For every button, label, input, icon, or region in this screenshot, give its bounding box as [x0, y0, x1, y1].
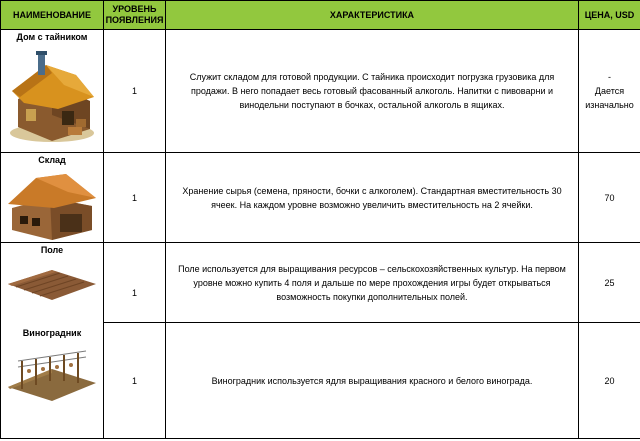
header-level: УРОВЕНЬ ПОЯВЛЕНИЯ [104, 1, 166, 30]
price-value: Дается изначально [585, 86, 634, 110]
item-name: Дом с тайником [16, 32, 88, 42]
table-row [1, 243, 640, 323]
description-cell: Поле используется для выращивания ресурсов – сельскохозяйственных культур. На первом уровне можно купить 4 поля и дальше по мере прохождения игры будет открываться возможность покупки дополнительных полей. [166, 243, 579, 323]
level-cell: 1 [104, 323, 166, 439]
name-cell [1, 243, 104, 439]
vineyard-icon [6, 347, 98, 403]
level-cell: 1 [104, 30, 166, 153]
header-name: НАИМЕНОВАНИЕ [1, 1, 104, 30]
price-dash: - [608, 72, 611, 82]
name-cell [1, 30, 104, 153]
level-cell: 1 [104, 153, 166, 243]
price-cell: 20 [579, 323, 640, 439]
table-row [1, 153, 640, 243]
house-icon [6, 49, 98, 144]
item-name: Поле [40, 245, 64, 255]
name-cell [1, 153, 104, 243]
header-description: ХАРАКТЕРИСТИКА [166, 1, 579, 30]
item-name: Склад [38, 155, 66, 165]
price-cell [579, 30, 640, 153]
description-cell: Служит складом для готовой продукции. С тайника происходит погрузка грузовика для продажи. В него попадает весь готовый фасованный алкоголь. Напитки с пивоварни и винодельни поступают в бочках, остальной алкоголь в ящиках. [166, 30, 579, 153]
level-cell: 1 [104, 243, 166, 323]
table-row [1, 30, 640, 153]
description-cell: Виноградник используется ядля выращивания красного и белого винограда. [166, 323, 579, 439]
warehouse-icon [6, 168, 98, 242]
header-row [1, 1, 640, 30]
item-name: Виноградник [22, 328, 82, 338]
description-cell: Хранение сырья (семена, пряности, бочки с алкоголем). Стандартная вместительность 30 ячеек. На каждом уровне возможно увеличить вместительность на 2 ячейки. [166, 153, 579, 243]
field-icon [6, 268, 98, 302]
header-price: ЦЕНА, USD [579, 1, 640, 30]
price-cell: 25 [579, 243, 640, 323]
price-cell: 70 [579, 153, 640, 243]
